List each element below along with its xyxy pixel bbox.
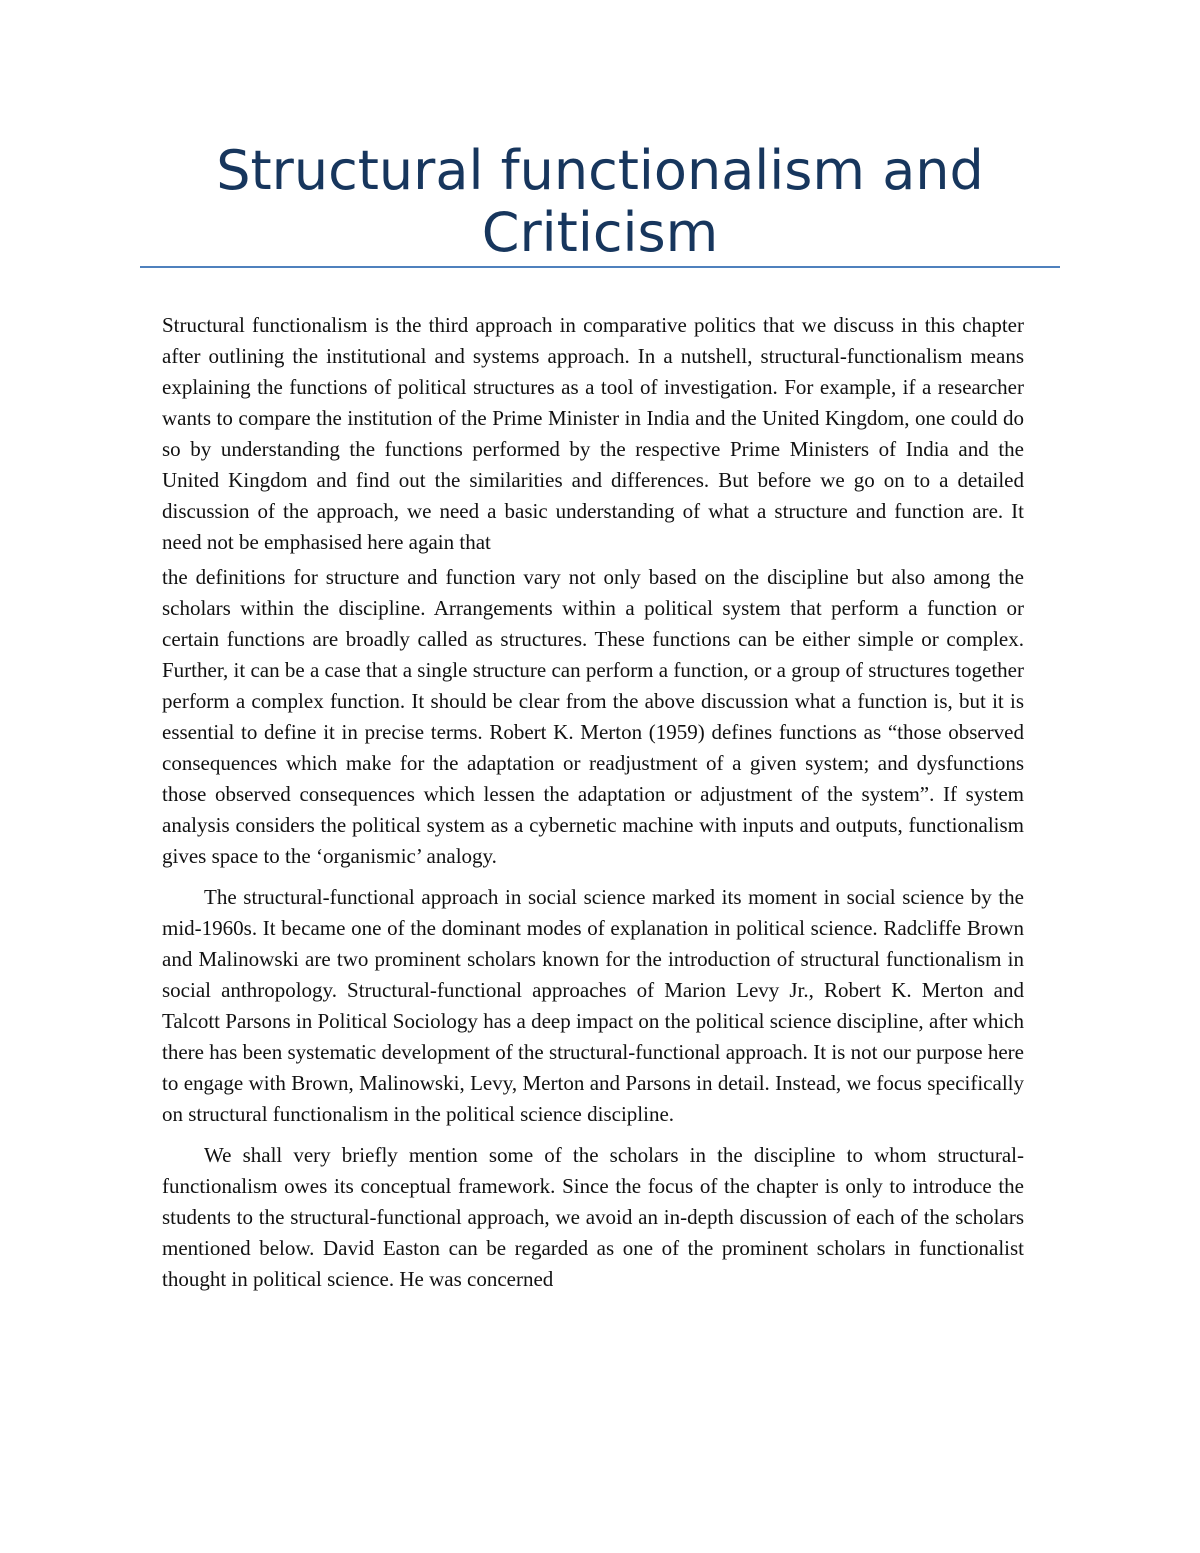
paragraph-3: The structural-functional approach in social science marked its moment in social science by the mid-1960s. It became one of the dominant modes of explanation in political science. Radcliffe Brown and Malinowski are two prominent scholars known for the introduction of structural functionalism in social anthropology. Structural-functional approaches of Marion Levy Jr., Robert K. Merton and Talcott Parsons in Political Sociology has a deep impact on the political science discipline, after which there has been systematic development of the structural-functional approach. It is not our purpose here to engage with Brown, Malinowski, Levy, Merton and Parsons in detail. Instead, we focus specifically on structural functionalism in the political science discipline. xyxy=(162,885,1024,1126)
title-divider xyxy=(140,266,1060,268)
paragraph-2: the definitions for structure and function vary not only based on the discipline but also among the scholars within the discipline. Arrangements within a political system that perform a function or certain functions are broadly called as structures. These functions can be either simple or complex. Further, it can be a case that a single structure can perform a function, or a group of structures together perform a complex function. It should be clear from the above discussion what a function is, but it is essential to define it in precise terms. Robert K. Merton (1959) defines functions as “those observed consequences which make for the adaptation or readjustment of a given system; and dysfunctions those observed consequences which lessen the adaptation or adjustment of the system”. If system analysis considers the political system as a cybernetic machine with inputs and outputs, functionalism gives space to the ‘organismic’ analogy. xyxy=(162,565,1024,868)
document-body xyxy=(162,310,1024,1305)
page-title: Structural functionalism and Criticism xyxy=(216,139,984,264)
paragraph-1: Structural functionalism is the third approach in comparative politics that we discuss in this chapter after outlining the institutional and systems approach. In a nutshell, structural-functionalism means explaining the functions of political structures as a tool of investigation. For example, if a researcher wants to compare the institution of the Prime Minister in India and the United Kingdom, one could do so by understanding the functions performed by the respective Prime Ministers of India and the United Kingdom and find out the similarities and differences. But before we go on to a detailed discussion of the approach, we need a basic understanding of what a structure and function are. It need not be emphasised here again that xyxy=(162,313,1024,554)
paragraph-4: We shall very briefly mention some of the scholars in the discipline to whom structural- functionalism owes its conceptual framework. Since the focus of the chapter is only to introduce the students to the structural-functional approach, we avoid an in-depth discussion of each of the scholars mentioned below. David Easton can be regarded as one of the prominent scholars in functionalist thought in political science. He was concerned xyxy=(162,1143,1024,1291)
